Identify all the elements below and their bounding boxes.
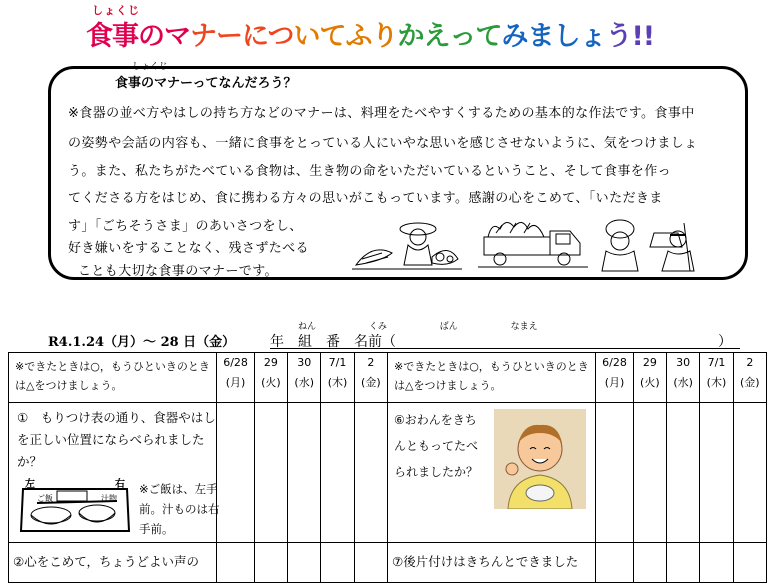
item-1-text: ① もりつけ表の通り、食器やはしを正しい位置にならべられましたか？ [17, 410, 216, 469]
intro-heading-ruby: しょくじ [132, 62, 169, 72]
day-date: 30 [297, 356, 312, 369]
item-1-cell [9, 403, 220, 543]
instruction-cell-left: ※できたときは○，もうひといきのときは△をつけましょう。 [9, 353, 217, 403]
check-cell[interactable] [321, 543, 354, 583]
tray-rice-label: ご飯 [37, 494, 53, 503]
day-date: 6/28 [602, 356, 627, 369]
intro-line: す」「ごちそうさま」のあいさつをし、 [68, 219, 303, 234]
check-cell[interactable] [254, 403, 287, 543]
child-holding-bowl-icon [494, 409, 586, 509]
day-header [321, 353, 354, 403]
day-dow: (火) [261, 376, 281, 389]
day-header [633, 353, 666, 403]
day-dow: (木) [706, 376, 727, 389]
tray-soup-label: 汁物 [101, 494, 117, 503]
day-date: 29 [263, 356, 278, 369]
day-date: 6/28 [223, 356, 248, 369]
day-date: 30 [676, 356, 691, 369]
day-date: 7/1 [328, 356, 347, 369]
title-banner [0, 0, 767, 54]
check-cell[interactable] [633, 403, 666, 543]
intro-line: う。また、私たちがたべている食物は、生き物の命をいただいているということ、そして食事を作っ [68, 164, 672, 179]
item-7-text: ⑦後片付けはきちんとできました [391, 554, 579, 569]
title-char: マ [164, 21, 190, 52]
check-cell[interactable] [667, 543, 700, 583]
title-char: て [475, 21, 502, 52]
title-char: か [397, 21, 424, 52]
day-header [354, 353, 387, 403]
check-cell[interactable] [354, 403, 387, 543]
title-char: ナ [190, 21, 216, 52]
check-cell[interactable] [596, 543, 633, 583]
tray-left-label: 左 [25, 479, 35, 490]
day-header [700, 353, 733, 403]
check-cell[interactable] [596, 403, 633, 543]
day-dow: (水) [673, 376, 693, 389]
check-cell[interactable] [288, 403, 321, 543]
day-header [667, 353, 700, 403]
check-cell[interactable] [700, 543, 733, 583]
check-cell[interactable] [700, 403, 733, 543]
title-ruby: しょくじ [92, 4, 140, 17]
intro-line: ※食器の並べ方やはしの持ち方などのマナーは、料理をたべやすくするための基本的な作法です。食事中 [68, 106, 695, 121]
item-6-text: ⑥おわんをきちんともってたべられましたか？ [393, 413, 478, 479]
table-header-row [9, 353, 767, 403]
item-1-note: ※ご飯は、左手前。汁ものは右手前。 [139, 482, 220, 536]
check-cell[interactable] [733, 403, 766, 543]
check-cell[interactable] [321, 403, 354, 543]
day-date: 29 [642, 356, 657, 369]
intro-line: てくださる方をはじめ、食に携わる方々の思いがこもっています。感謝の心をこめて、「いただきま [68, 191, 663, 206]
title-char: に [242, 21, 268, 52]
title-char: ょ [579, 21, 606, 52]
day-date: 2 [367, 356, 375, 369]
title-char: っ [449, 21, 476, 52]
day-dow: (金) [740, 376, 760, 389]
title-char: し [553, 21, 580, 52]
title-char: つ [267, 21, 294, 52]
day-dow: (火) [640, 376, 660, 389]
checklist-table [8, 352, 767, 583]
day-header [217, 353, 254, 403]
title-char: い [293, 21, 320, 52]
item-6-cell [387, 403, 595, 543]
day-dow: (月) [225, 376, 246, 389]
day-dow: (木) [327, 376, 348, 389]
day-date: 2 [746, 356, 754, 369]
title-char: ま [527, 21, 554, 52]
tray-right-label: 右 [115, 479, 125, 490]
day-dow: (金) [361, 376, 381, 389]
intro-line: 好き嫌いをすることなく、残さずたべる [68, 241, 309, 256]
title-char: て [319, 21, 346, 52]
item-2-text: ②心をこめて，ちょうどよい声の [13, 554, 199, 569]
instruction-cell-right: ※できたときは○，もうひといきのときは△をつけましょう。 [387, 353, 595, 403]
day-header [288, 353, 321, 403]
name-ruby: ねん くみ ばん なまえ [298, 322, 538, 332]
day-header [733, 353, 766, 403]
day-header [254, 353, 287, 403]
day-dow: (水) [294, 376, 314, 389]
day-date: 7/1 [707, 356, 726, 369]
page-title [86, 14, 654, 53]
lunch-cooks-illustration [598, 213, 700, 273]
title-char: ー [216, 21, 242, 52]
title-char: え [423, 21, 450, 52]
intro-line: の姿勢や会話の内容も、一緒に食事をとっている人にいやな思いを感じさせないように、気をつけましょ [68, 136, 698, 151]
tray-diagram-icon [17, 477, 135, 537]
title-char: ! [642, 21, 655, 52]
check-cell[interactable] [633, 543, 666, 583]
check-cell[interactable] [288, 543, 321, 583]
check-cell[interactable] [667, 403, 700, 543]
intro-line: ことも大切な食事のマナーです。 [78, 264, 278, 279]
day-dow: (月) [604, 376, 625, 389]
title-char: り [371, 21, 398, 52]
farm-truck-illustration [478, 211, 588, 271]
title-char: 食 [86, 21, 112, 52]
title-char: ふ [345, 21, 372, 52]
check-cell[interactable] [354, 543, 387, 583]
item-7-cell [387, 543, 595, 583]
title-char: み [501, 21, 528, 52]
item-2-cell [9, 543, 217, 583]
day-header [596, 353, 633, 403]
title-char: 事 [112, 21, 138, 52]
intro-heading: 食事のマナーってなんだろう？ [115, 76, 297, 91]
check-cell[interactable] [733, 543, 766, 583]
title-char: の [138, 21, 164, 52]
table-row [9, 543, 767, 583]
date-range: R4.1.24（月）～ 28 日（金） [48, 335, 236, 350]
check-cell[interactable] [254, 543, 287, 583]
title-char: う [605, 21, 632, 52]
table-row [9, 403, 767, 543]
check-cell[interactable] [217, 543, 254, 583]
name-field-label: 年 組 番 名前（ ） [270, 334, 732, 350]
title-char: ! [631, 21, 643, 52]
children-harvest-illustration [352, 213, 462, 271]
name-underline [270, 348, 740, 349]
